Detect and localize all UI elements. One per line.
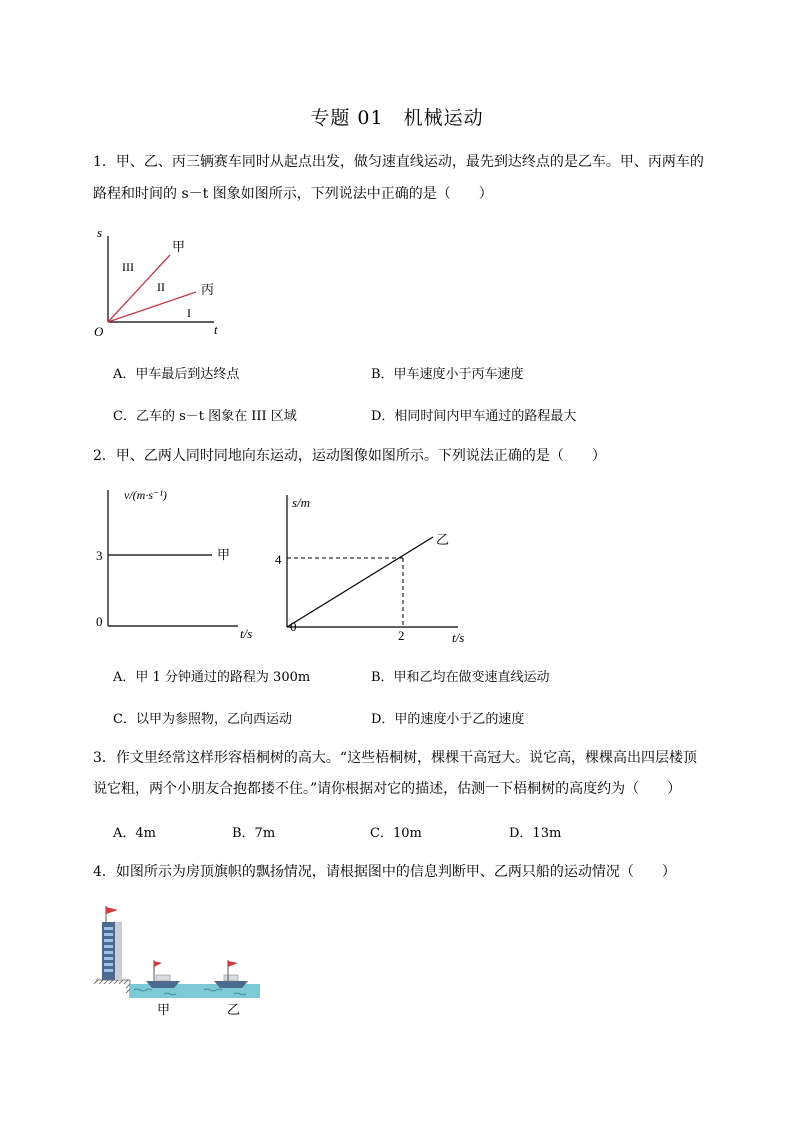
q2-left-zero: 0	[96, 614, 103, 629]
q1-region-3: III	[122, 260, 134, 274]
q2-right-x-label: t/s	[452, 630, 465, 645]
q3-option-c[interactable]: C．10m	[370, 826, 422, 841]
q3-stem-line2: 说它粗，两个小朋友合抱都搂不住。”请你根据对它的描述，估测一下梧桐树的高度约为（ ）	[93, 781, 682, 797]
q1-option-d[interactable]: D．相同时间内甲车通过的路程最大	[371, 409, 577, 424]
q1-y-label: s	[97, 225, 103, 240]
q3-option-d[interactable]: D．13m	[509, 826, 562, 841]
q2-left-y-label: v/(m·s⁻¹)	[124, 488, 167, 502]
q1-st-graph	[90, 222, 230, 342]
q2-right-x-tick: 2	[398, 628, 405, 643]
q1-region-1: I	[187, 306, 191, 320]
q4-boat-b-label: 乙	[227, 1002, 241, 1017]
q3-stem-line1: 3．作文里经常这样形容梧桐树的高大。“这些梧桐树，棵棵干高冠大。说它高，棵棵高出四层楼顶	[93, 750, 698, 766]
q1-option-a[interactable]: A．甲车最后到达终点	[113, 367, 240, 382]
q2-right-series-line	[287, 537, 433, 627]
q4-building-shade	[115, 922, 122, 980]
q2-left-x-label: t/s	[240, 626, 253, 641]
q4-building-flag	[106, 907, 118, 914]
q2-left-series-label: 甲	[217, 547, 231, 562]
q2-option-a[interactable]: A．甲 1 分钟通过的路程为 300m	[113, 670, 311, 685]
q1-label-bing: 丙	[201, 282, 215, 297]
q1-option-b[interactable]: B．甲车速度小于丙车速度	[371, 367, 524, 382]
q4-stem-line1: 4．如图所示为房顶旗帜的飘扬情况，请根据图中的信息判断甲、乙两只船的运动情况（ ）	[93, 864, 676, 880]
q4-ground-hatch	[94, 980, 130, 998]
q2-option-b[interactable]: B．甲和乙均在做变速直线运动	[371, 670, 550, 685]
q2-vt-graph	[88, 480, 263, 645]
q4-boat-a-label: 甲	[157, 1002, 171, 1017]
q4-boat-b-flag	[228, 961, 238, 967]
q2-stem-line1: 2．甲、乙两人同时同地向东运动，运动图像如图所示。下列说法正确的是（ ）	[93, 448, 606, 464]
q4-boat-a-flag	[154, 961, 162, 967]
q3-option-a[interactable]: A．4m	[113, 826, 156, 841]
q2-right-y-label: s/m	[292, 495, 311, 510]
page-title: 专题 01 机械运动	[310, 107, 484, 129]
q2-right-y-tick: 4	[275, 552, 282, 567]
q1-origin-label: O	[94, 324, 104, 339]
q2-left-y-tick: 3	[96, 548, 103, 563]
q4-boat-figure	[94, 900, 269, 1020]
q2-right-zero: 0	[290, 619, 297, 634]
q2-st-graph	[270, 487, 480, 647]
q1-x-label: t	[214, 322, 218, 337]
q1-label-jia: 甲	[172, 239, 186, 254]
q1-stem-line2: 路程和时间的 s－t 图象如图所示，下列说法中正确的是（ ）	[93, 186, 493, 202]
q1-option-c[interactable]: C．乙车的 s－t 图象在 III 区域	[113, 409, 297, 424]
q1-stem-line1: 1．甲、乙、丙三辆赛车同时从起点出发，做匀速直线运动，最先到达终点的是乙车。甲、丙两车的	[93, 154, 704, 170]
q4-boat-b-cabin	[224, 975, 238, 981]
q2-right-series-label: 乙	[436, 532, 450, 547]
q2-option-d[interactable]: D．甲的速度小于乙的速度	[371, 712, 525, 727]
q1-region-2: II	[157, 280, 165, 294]
q3-option-b[interactable]: B．7m	[232, 826, 276, 841]
q2-option-c[interactable]: C．以甲为参照物，乙向西运动	[113, 712, 292, 727]
q4-boat-a-cabin	[156, 975, 170, 981]
